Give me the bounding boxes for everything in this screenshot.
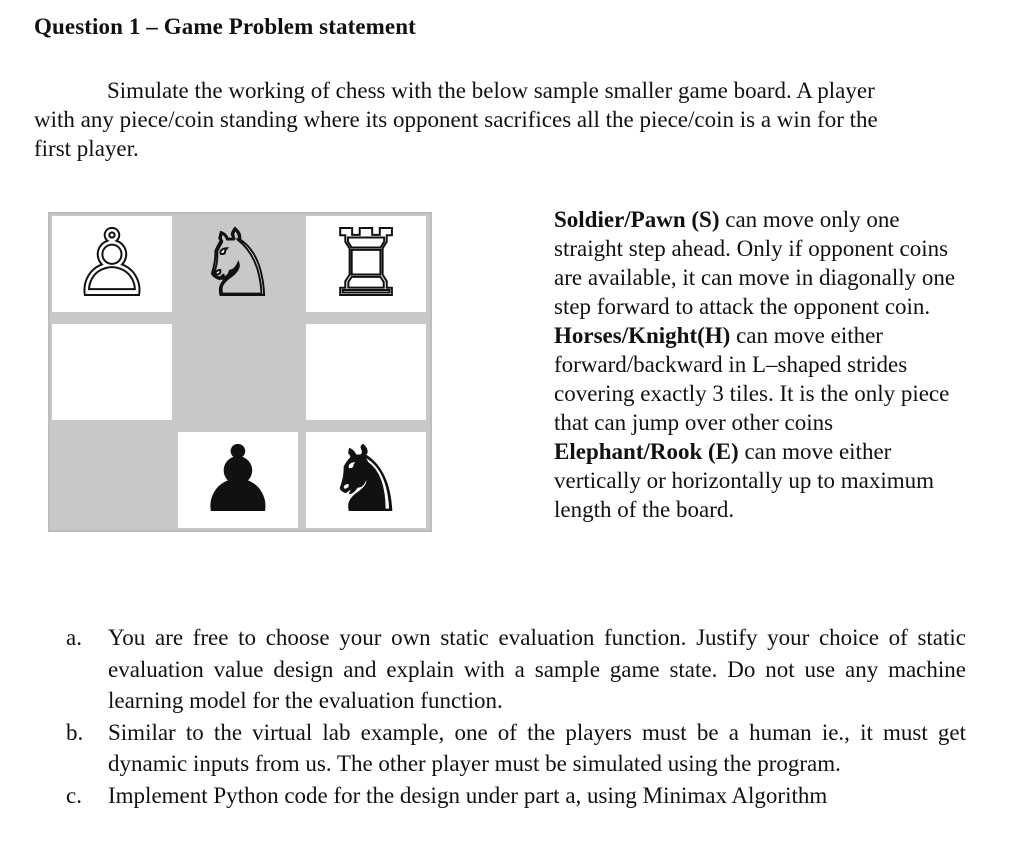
task-text: Implement Python code for the design under part a, using Minimax Algorithm <box>108 782 828 808</box>
piece-rules <box>554 205 974 524</box>
board-cell-b3 <box>178 210 298 317</box>
board-cell-b1 <box>178 426 298 533</box>
task-item-b <box>66 717 966 780</box>
problem-intro <box>34 76 974 163</box>
elephant-rule-name: Elephant/Rook (E) <box>554 439 739 464</box>
task-item-c <box>66 780 966 812</box>
board-cell-b2 <box>178 324 298 420</box>
soldier-rule-text: can move only one straight step ahead. Only if opponent coins are available, it can move in diagonally one step forward to attack the opponent coin. <box>554 207 956 319</box>
task-text: You are free to choose your own static evaluation function. Justify your choice of static evaluation value design and explain with a sample game state. Do not use any machine learning model for the evaluation function. <box>108 625 966 713</box>
horse-rule-name: Horses/Knight(H) <box>554 323 731 348</box>
horse-rule-text: can move either forward/backward in L–shaped strides covering exactly 3 tiles. It is the only piece that can jump over other coins <box>554 323 950 435</box>
soldier-rule-name: Soldier/Pawn (S) <box>554 207 720 232</box>
board-cell-c1 <box>306 426 426 533</box>
board-cell-c2 <box>306 324 426 420</box>
soldier-rule <box>554 205 974 321</box>
elephant-rule-text: can move either vertically or horizontally up to maximum length of the board. <box>554 439 935 522</box>
task-marker: a. <box>66 625 82 650</box>
board-cell-a1 <box>52 432 172 528</box>
white-rook-icon: ♖ <box>324 210 408 317</box>
task-marker: b. <box>66 719 84 745</box>
task-marker: c. <box>66 782 82 808</box>
game-board <box>48 212 432 532</box>
intro-line-2: with any piece/coin standing where its opponent sacrifices all the piece/coin is a win for the <box>34 107 878 132</box>
task-text: Similar to the virtual lab example, one of the players must be a human ie., it must get dynamic inputs from us. The other player must be simulated using the program. <box>108 719 966 776</box>
black-pawn-icon: ♟ <box>196 426 280 533</box>
horse-rule <box>554 321 974 437</box>
board-cell-a2 <box>52 324 172 420</box>
elephant-rule <box>554 437 974 524</box>
task-item-a <box>66 622 966 717</box>
intro-line-1: Simulate the working of chess with the below sample smaller game board. A player <box>107 78 875 103</box>
black-knight-icon: ♞ <box>324 426 408 533</box>
white-knight-icon: ♘ <box>196 210 280 317</box>
white-pawn-icon: ♙ <box>70 210 154 317</box>
intro-line-3: first player. <box>34 136 139 161</box>
board-cell-a3 <box>52 210 172 317</box>
question-title: Question 1 – Game Problem statement <box>34 14 416 39</box>
board-cell-c3 <box>306 210 426 317</box>
task-list <box>66 622 966 811</box>
